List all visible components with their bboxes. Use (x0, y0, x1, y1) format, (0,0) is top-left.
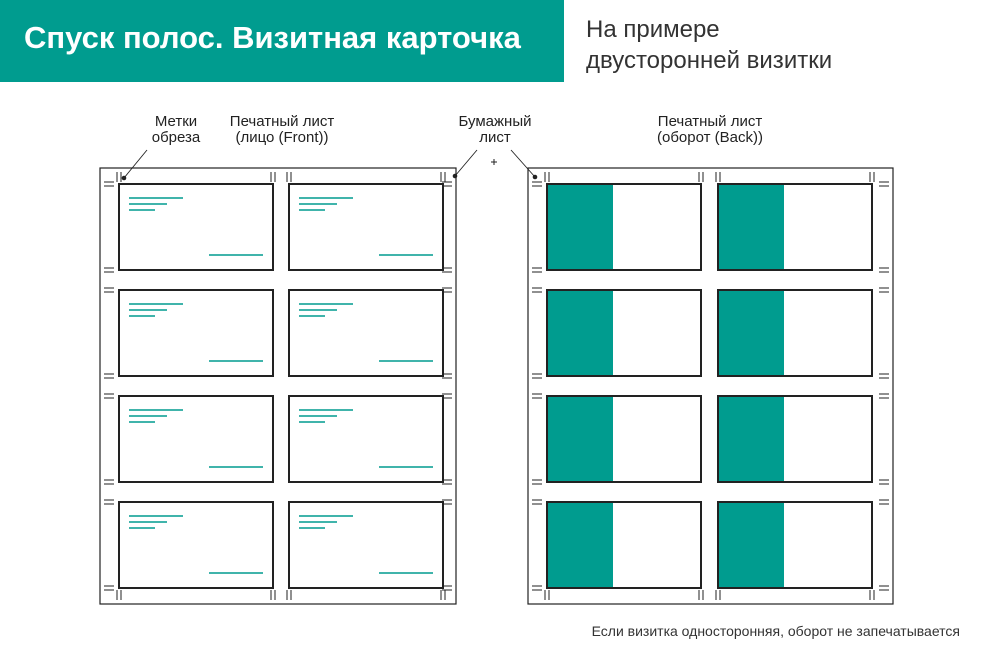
subtitle-line-1: На примере (586, 16, 720, 43)
business-card-front (289, 502, 443, 588)
label-paper-sheet-line-2: лист (479, 129, 511, 146)
front-paper-sheet (100, 168, 456, 604)
label-paper-sheet-line-1: Бумажный (458, 113, 532, 130)
label-back-sheet-line-1: Печатный лист (657, 113, 763, 130)
label-front-sheet-line-2: (лицо (Front)) (235, 129, 329, 146)
business-card-front (119, 184, 273, 270)
leader-dot-paper-sheet-back (533, 175, 538, 180)
business-card-front (119, 290, 273, 376)
label-trim-marks-line-1: Метки (154, 113, 198, 130)
label-trim-marks-line-2: обреза (151, 129, 201, 146)
leader-line-trim-marks (124, 150, 147, 178)
card-back-color-block (548, 397, 613, 481)
business-card-front (289, 184, 443, 270)
leader-dot-paper-sheet (453, 174, 458, 179)
leader-line-paper-sheet-back (511, 150, 535, 177)
leader-line-paper-sheet (455, 150, 477, 176)
page-title: Спуск полос. Визитная карточка (24, 20, 521, 55)
business-card-front (289, 396, 443, 482)
card-back-color-block (548, 503, 613, 587)
card-back-color-block (548, 185, 613, 269)
business-card-front (119, 502, 273, 588)
label-front-sheet-line-1: Печатный лист (229, 113, 335, 130)
business-card-front (289, 290, 443, 376)
label-back-sheet-line-2: (оборот (Back)) (657, 129, 763, 146)
leader-dot-trim-marks (122, 176, 127, 181)
subtitle-line-2: двусторонней визитки (586, 47, 833, 74)
card-back-color-block (548, 291, 613, 375)
card-back-color-block (719, 503, 784, 587)
card-back-color-block (719, 291, 784, 375)
footnote: Если визитка односторонняя, оборот не запечатывается (591, 623, 960, 639)
business-card-front (119, 396, 273, 482)
card-back-color-block (719, 397, 784, 481)
card-back-color-block (719, 185, 784, 269)
